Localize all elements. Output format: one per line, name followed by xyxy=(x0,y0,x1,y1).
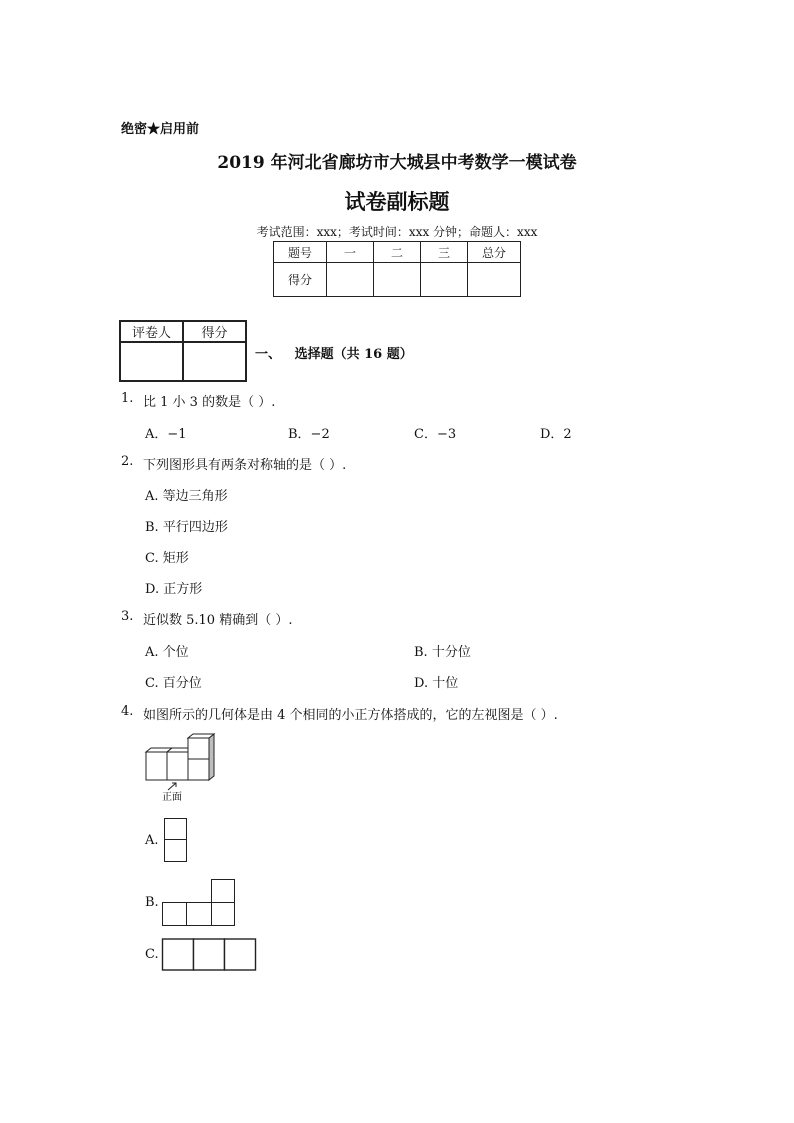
cube-front-face xyxy=(167,752,188,780)
cube-front-face xyxy=(188,738,209,759)
option-a: A. xyxy=(145,833,159,848)
grader-table-body-row xyxy=(120,342,246,381)
question-stem: 比 1 小 3 的数是（ ）. xyxy=(143,395,276,410)
score-cell xyxy=(374,263,421,297)
score-table-header-row xyxy=(274,242,521,263)
score-header-cell: 题号 xyxy=(274,242,327,263)
option-c: C. 百分位 xyxy=(145,676,202,691)
square xyxy=(225,939,256,970)
square xyxy=(163,939,194,970)
option-d: D．2 xyxy=(540,427,572,442)
option-b-figure xyxy=(162,879,237,928)
option-d: D. 正方形 xyxy=(145,582,203,597)
option-c: C. 矩形 xyxy=(145,551,189,566)
option-b: B．−2 xyxy=(288,427,330,442)
score-header-cell: 三 xyxy=(421,242,468,263)
grader-table xyxy=(119,320,247,382)
square xyxy=(212,903,235,926)
option-a: A．−1 xyxy=(145,427,187,442)
cube-stack-figure xyxy=(140,730,230,805)
square xyxy=(212,880,235,903)
section-heading xyxy=(255,343,413,362)
exam-subtitle: 试卷副标题 xyxy=(344,189,450,214)
option-c: C．−3 xyxy=(414,427,457,442)
option-d: D. 十位 xyxy=(414,676,459,691)
grader-header-cell: 评卷人 xyxy=(120,321,183,342)
question-number: 4. xyxy=(121,704,134,719)
square xyxy=(165,840,187,862)
score-cell xyxy=(327,263,374,297)
square xyxy=(194,939,225,970)
option-a: A. 等边三角形 xyxy=(145,489,228,504)
option-a-figure xyxy=(164,818,188,863)
option-b: B. xyxy=(145,895,159,910)
cube-front-face xyxy=(188,759,209,780)
square xyxy=(165,819,187,840)
option-c: C. xyxy=(145,947,159,962)
square xyxy=(187,903,212,926)
option-b: B. 十分位 xyxy=(414,645,471,660)
grader-cell xyxy=(183,342,246,381)
cube-top-face xyxy=(188,734,214,738)
cube-front-face xyxy=(146,752,167,780)
score-table xyxy=(273,241,521,297)
exam-info: 考试范围：xxx；考试时间：xxx 分钟；命题人：xxx xyxy=(256,225,538,239)
cube-side-face xyxy=(209,734,214,780)
question-stem: 下列图形具有两条对称轴的是（ ）. xyxy=(143,458,347,473)
score-row-label: 得分 xyxy=(274,263,327,297)
score-cell xyxy=(421,263,468,297)
question-number: 2. xyxy=(121,454,134,469)
section-number: 一、 xyxy=(255,347,282,362)
question-number: 3. xyxy=(121,609,134,624)
grader-table-header-row xyxy=(120,321,246,342)
score-header-cell: 总分 xyxy=(468,242,521,263)
option-c-figure xyxy=(162,938,257,972)
grader-header-cell: 得分 xyxy=(183,321,246,342)
figure-label: 正面 xyxy=(162,792,182,803)
arrow-icon xyxy=(168,783,176,790)
option-a: A. 个位 xyxy=(145,645,189,660)
grader-cell xyxy=(120,342,183,381)
question-stem: 如图所示的几何体是由 4 个相同的小正方体搭成的，它的左视图是（ ）. xyxy=(143,708,558,723)
score-header-cell: 二 xyxy=(374,242,421,263)
question-number: 1. xyxy=(121,391,134,406)
score-table-score-row xyxy=(274,263,521,297)
square xyxy=(163,903,187,926)
question-stem: 近似数 5.10 精确到（ ）. xyxy=(143,613,293,628)
score-header-cell: 一 xyxy=(327,242,374,263)
score-cell xyxy=(468,263,521,297)
section-title: 选择题（共 16 题） xyxy=(294,347,413,362)
exam-title: 2019 年河北省廊坊市大城县中考数学一模试卷 xyxy=(217,153,577,173)
option-b: B. 平行四边形 xyxy=(145,520,228,535)
confidential-label: 绝密★启用前 xyxy=(121,122,200,137)
